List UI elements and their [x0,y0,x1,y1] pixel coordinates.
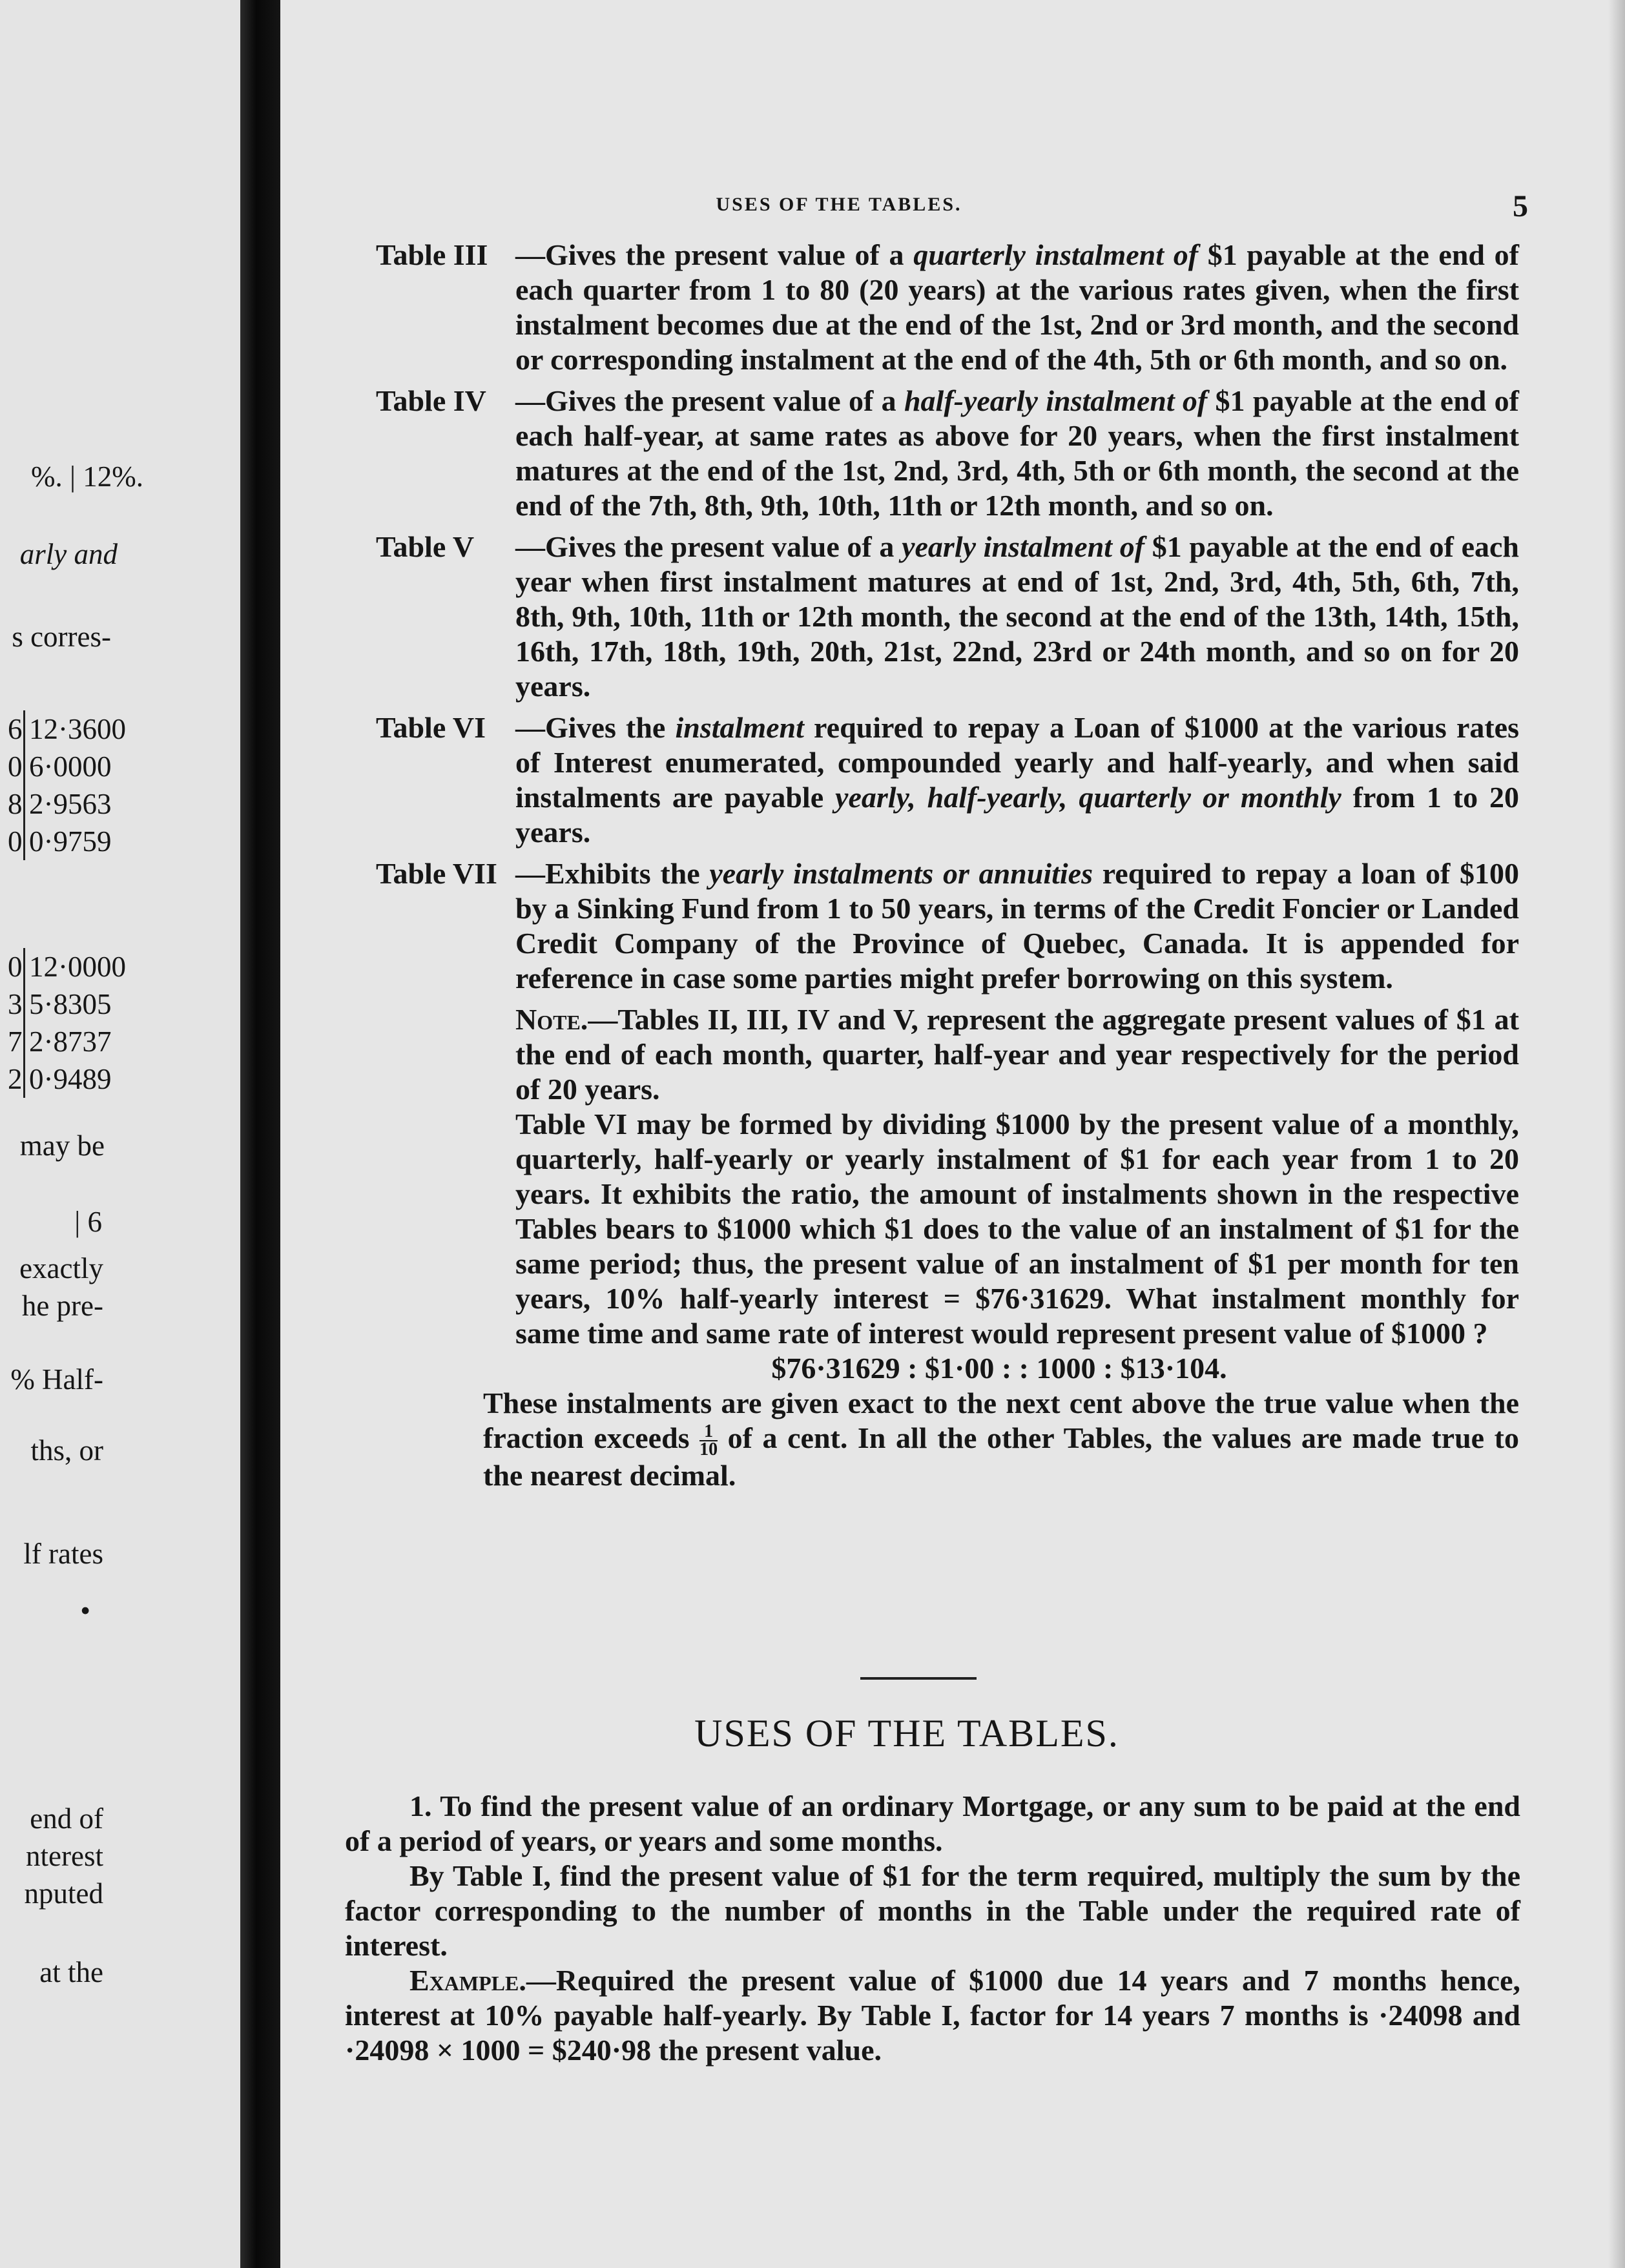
uses-paragraph-1: 1. To find the present value of an ordinary Mortgage, or any sum to be paid at the end of a period of years, or years and some months. [345,1789,1520,1857]
left-number-row: 8 2·9563 [8,785,126,823]
left-tail-2: | 6 [74,1206,102,1238]
left-numbers-a [8,710,126,860]
note-paragraph-3: These instalments are given exact to the next cent above the true value when the fraction exceeds $\frac{1}{10}$ of a cent. In all the other Tables, the values are made true to the nearest decimal. [483,1387,1519,1492]
table-vi-entry: Table VI —Gives the instalment required to repay a Loan of $1000 at the various rates of Interest enumerated, compounded yearly and half-yearly, and when said instalments are payable yearly, half-yearly, quarterly or monthly from 1 to 20 years. [376,711,1519,849]
note-label: Note. [515,1003,588,1036]
left-number-row: 0 0·9759 [8,823,126,860]
left-tail-6: ths, or [30,1434,103,1467]
example-label: Example. [409,1964,526,1997]
left-fragment-3: s corres- [12,621,111,653]
left-number-row: 0 12·0000 [8,948,126,985]
note-paragraph-2: Table VI may be formed by dividing $1000 by the present value of a monthly, quarterly, half-yearly or yearly instalment of $1 for each year from 1 to 20 years. It exhibits the ratio, the amount of instalments shown in the respective Tables bears to $1000 which $1 does to the value of an instalment of $1 for the same period; thus, the present value of an instalment of $1 per month for ten years, 10% half-yearly interest = $76·31629. What instalment monthly for same time and same rate of interest would represent present value of $1000 ? [515,1108,1519,1350]
table-v-label: Table V [376,530,475,563]
left-number-row: 0 6·0000 [8,748,126,785]
uses-paragraph-2: By Table I, find the present value of $1 for the term required, multiply the sum by the factor corresponding to the number of months in the Table under the required rate of interest. [345,1859,1520,1962]
table-descriptions [376,238,1519,1493]
left-tail-10: nterest [26,1840,103,1872]
example-paragraph: Example.—Required the present value of $1000 due 14 years and 7 months hence, interest at 10% payable half-yearly. By Table I, factor for 14 years 7 months is ·24098 and ·24098 × 1000 = $240·98 the present value. [345,1964,1520,2067]
page-edge-shadow [1608,0,1625,2268]
table-iv-label: Table IV [376,384,486,417]
table-v-entry: Table V —Gives the present value of a yearly instalment of $1 payable at the end of each year when first instalment matures at end of 1st, 2nd, 3rd, 4th, 5th, 6th, 7th, 8th, 9th, 10th, 11th or 12th month, the second at the end of the 13th, 14th, 15th, 16th, 17th, 18th, 19th, 20th, 21st, 22nd, 23rd or 24th month, and so on for 20 years. [376,530,1519,703]
running-head: USES OF THE TABLES. [716,194,962,215]
left-number-row: 3 5·8305 [8,985,126,1023]
table-vi-label: Table VI [376,711,486,744]
section-title: USES OF THE TABLES. [694,1712,1119,1755]
left-tail-8: • [80,1594,90,1627]
table-iii-label: Table III [376,238,488,271]
previous-page-fragment [0,0,240,2268]
left-tail-11: nputed [24,1877,103,1910]
fraction-one-tenth: $\frac{1}{10}$ [699,1421,718,1460]
left-tail-1: may be [19,1129,105,1162]
left-tail-3: exactly [19,1252,103,1284]
note-paragraph: Note.—Tables II, III, IV and V, represent the aggregate present values of $1 at the end of each month, quarter, half-year and year respectively for the period of 20 years. [515,1003,1519,1106]
table-iii-entry: Table III —Gives the present value of a quarterly instalment of $1 payable at the end of each quarter from 1 to 80 (20 years) at the various rates given, when the first instalment becomes due at the end of the 1st, 2nd or 3rd month, and the second or corresponding instalment at the end of the 4th, 5th or 6th month, and so on. [376,238,1520,376]
left-fragment-2: arly and [19,538,118,570]
book-gutter [240,0,280,2268]
left-numbers-b [8,948,126,1098]
left-tail-12: at the [39,1956,103,1988]
left-number-row: 2 0·9489 [8,1060,126,1098]
left-tail-5: % Half- [10,1363,103,1396]
left-fragment-1: %. | 12%. [31,460,143,493]
left-tail-7: lf rates [23,1538,103,1570]
left-tail-9: end of [30,1802,103,1835]
left-number-row: 6 12·3600 [8,710,126,748]
table-iv-entry: Table IV —Gives the present value of a half-yearly instalment of $1 payable at the end of each half-year, at same rates as above for 20 years, when the first instalment matures at the end of the 1st, 2nd, 3rd, 4th, 5th or 6th month, the second at the end of the 7th, 8th, 9th, 10th, 11th or 12th month, and so on. [376,384,1519,522]
proportion-equation: $76·31629 : $1·00 : : 1000 : $13·104. [771,1352,1227,1385]
left-number-row: 7 2·8737 [8,1023,126,1060]
left-tail-4: he pre- [21,1290,103,1322]
uses-section-body [345,1789,1520,2068]
section-divider [860,1677,977,1680]
book-page [280,0,1625,2268]
table-vii-entry: Table VII —Exhibits the yearly instalments or annuities required to repay a loan of $100 by a Sinking Fund from 1 to 50 years, in terms of the Credit Foncier or Landed Credit Company of the Province of Quebec, Canada. It is appended for reference in case some parties might prefer borrowing on this system. [376,857,1520,995]
page-number: 5 [1513,189,1528,223]
table-vii-label: Table VII [376,857,497,890]
